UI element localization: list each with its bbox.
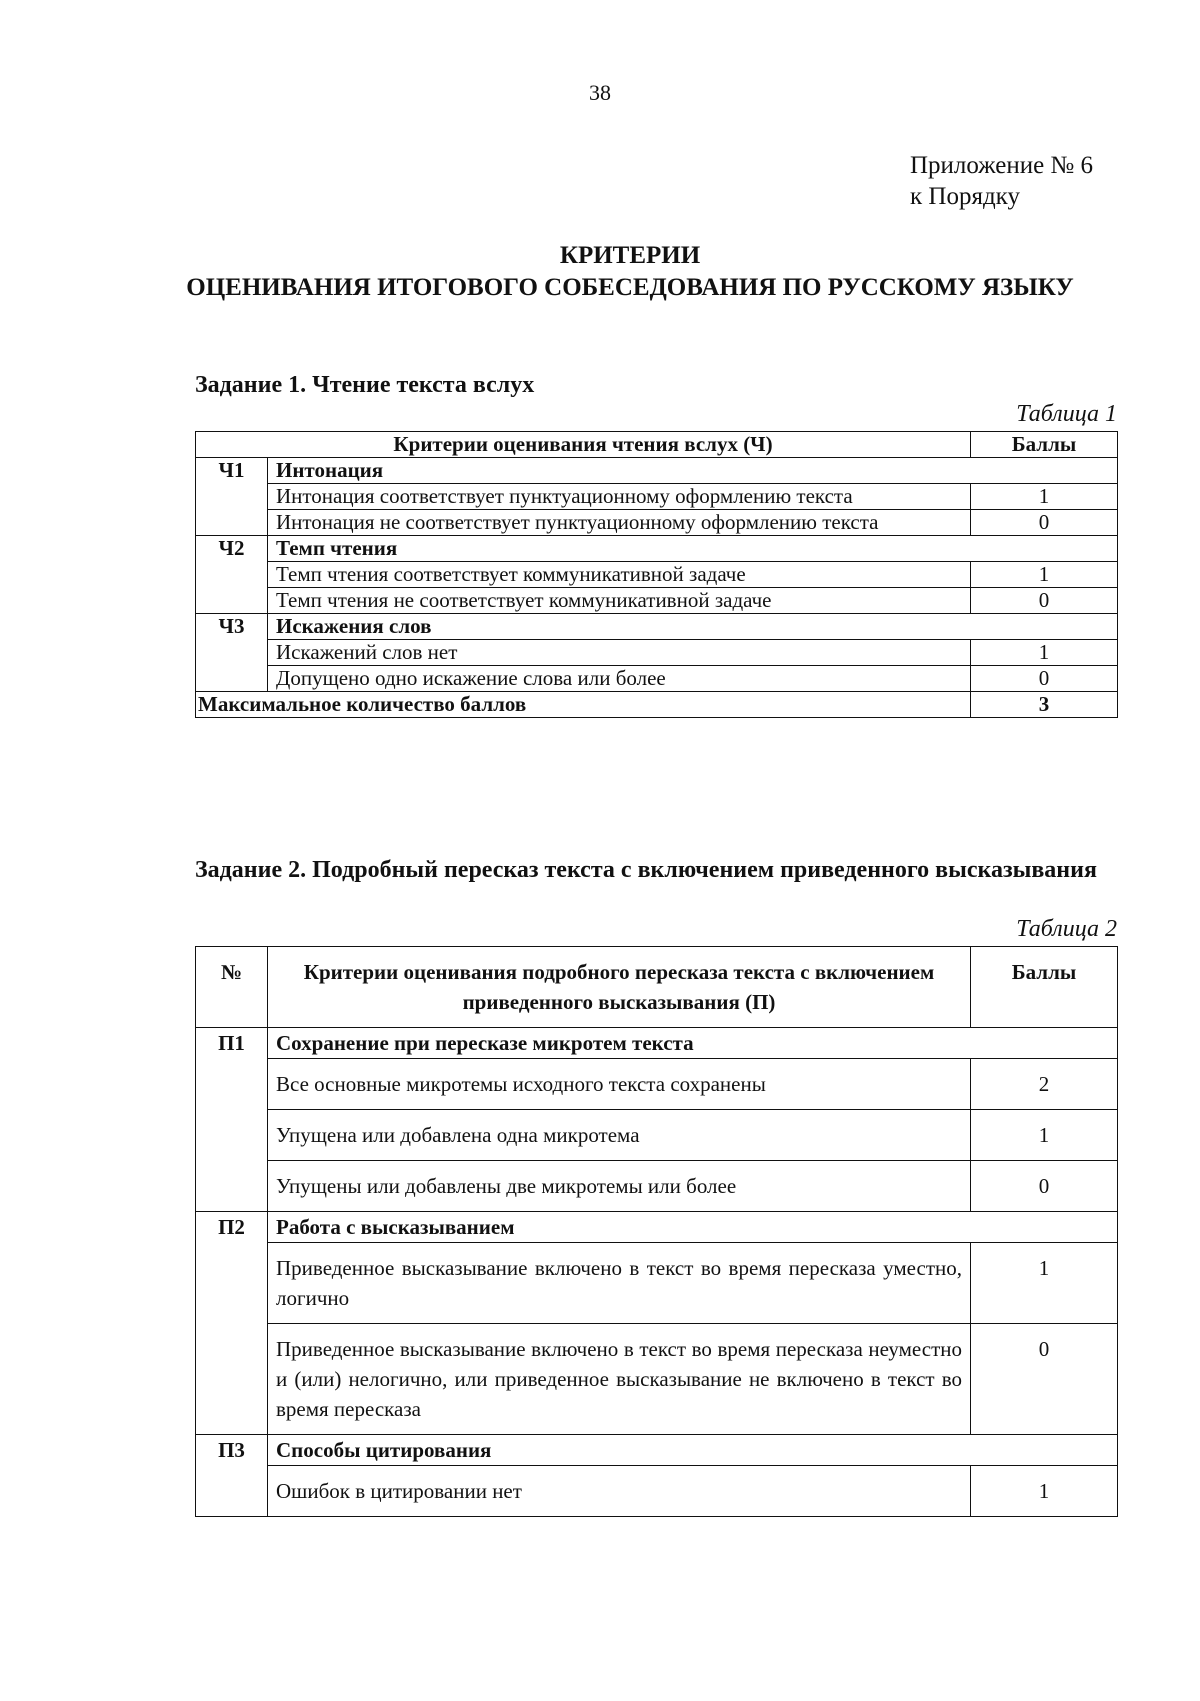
criterion-group-title: Темп чтения [268, 536, 1118, 562]
table-row [196, 588, 1118, 614]
criterion-group-title: Искажения слов [268, 614, 1118, 640]
table-row [196, 1161, 1118, 1212]
criterion-text: Приведенное высказывание включено в текст во время пересказа неуместно и (или) нелогично, или приведенное высказывание не включено в текст во время пересказа [268, 1324, 971, 1435]
criterion-score: 1 [971, 1110, 1118, 1161]
criterion-score: 0 [971, 666, 1118, 692]
table2-caption: Таблица 2 [1016, 916, 1117, 942]
criterion-code: П2 [196, 1212, 268, 1435]
criterion-code: Ч2 [196, 536, 268, 614]
criterion-text: Интонация соответствует пунктуационному оформлению текста [268, 484, 971, 510]
criterion-group-title: Способы цитирования [268, 1435, 1118, 1466]
criterion-text: Ошибок в цитировании нет [268, 1466, 971, 1517]
appendix-line: к Порядку [910, 183, 1020, 210]
criterion-text: Темп чтения соответствует коммуникативной задаче [268, 562, 971, 588]
table2-header-criteria: Критерии оценивания подробного пересказа текста с включением приведенного высказывания (П) [268, 947, 971, 1028]
criterion-score: 0 [971, 1324, 1118, 1435]
criterion-code: Ч3 [196, 614, 268, 692]
table2-header-num: № [196, 947, 268, 1028]
criterion-code: П1 [196, 1028, 268, 1212]
table-row [196, 666, 1118, 692]
criterion-text: Все основные микротемы исходного текста сохранены [268, 1059, 971, 1110]
table-2 [195, 946, 1118, 1517]
criterion-score: 2 [971, 1059, 1118, 1110]
criterion-group-title: Сохранение при пересказе микротем текста [268, 1028, 1118, 1059]
criterion-score: 1 [971, 640, 1118, 666]
criterion-score: 0 [971, 588, 1118, 614]
criterion-score: 0 [971, 1161, 1118, 1212]
page-number: 38 [589, 80, 611, 105]
criterion-text: Приведенное высказывание включено в текст во время пересказа уместно, логично [268, 1243, 971, 1324]
task1-heading: Задание 1. Чтение текста вслух [195, 372, 535, 398]
criterion-score: 1 [971, 484, 1118, 510]
criterion-group-title: Работа с высказыванием [268, 1212, 1118, 1243]
criterion-score: 1 [971, 1466, 1118, 1517]
table1-caption: Таблица 1 [1016, 401, 1117, 427]
table-row [196, 640, 1118, 666]
table-row [196, 1243, 1118, 1324]
criterion-code: Ч1 [196, 458, 268, 536]
criterion-text: Допущено одно искажение слова или более [268, 666, 971, 692]
table-row [196, 1110, 1118, 1161]
title-line: ОЦЕНИВАНИЯ ИТОГОВОГО СОБЕСЕДОВАНИЯ ПО РУССКОМУ ЯЗЫКУ [186, 274, 1074, 301]
total-score: 3 [971, 692, 1118, 718]
table-row [196, 1466, 1118, 1517]
table-row [196, 1324, 1118, 1435]
table1-header-criteria: Критерии оценивания чтения вслух (Ч) [196, 432, 971, 458]
table2-header-score: Баллы [971, 947, 1118, 1028]
criterion-score: 0 [971, 510, 1118, 536]
task2-heading: Задание 2. Подробный пересказ текста с включением приведенного высказывания [195, 857, 1097, 883]
criterion-score: 1 [971, 562, 1118, 588]
table-row [196, 484, 1118, 510]
criterion-group-title: Интонация [268, 458, 1118, 484]
table1-header-score: Баллы [971, 432, 1118, 458]
criterion-text: Интонация не соответствует пунктуационному оформлению текста [268, 510, 971, 536]
appendix-line: Приложение № 6 [910, 152, 1094, 179]
appendix-note [910, 150, 1093, 212]
criterion-text: Искажений слов нет [268, 640, 971, 666]
document-title [160, 240, 1100, 304]
criterion-text: Темп чтения не соответствует коммуникативной задаче [268, 588, 971, 614]
total-label: Максимальное количество баллов [196, 692, 971, 718]
table-row [196, 1059, 1118, 1110]
criterion-code: П3 [196, 1435, 268, 1517]
criterion-text: Упущена или добавлена одна микротема [268, 1110, 971, 1161]
criterion-text: Упущены или добавлены две микротемы или более [268, 1161, 971, 1212]
table-1 [195, 431, 1118, 718]
table-row [196, 510, 1118, 536]
criterion-score: 1 [971, 1243, 1118, 1324]
table-row [196, 562, 1118, 588]
title-line: КРИТЕРИИ [559, 242, 701, 269]
